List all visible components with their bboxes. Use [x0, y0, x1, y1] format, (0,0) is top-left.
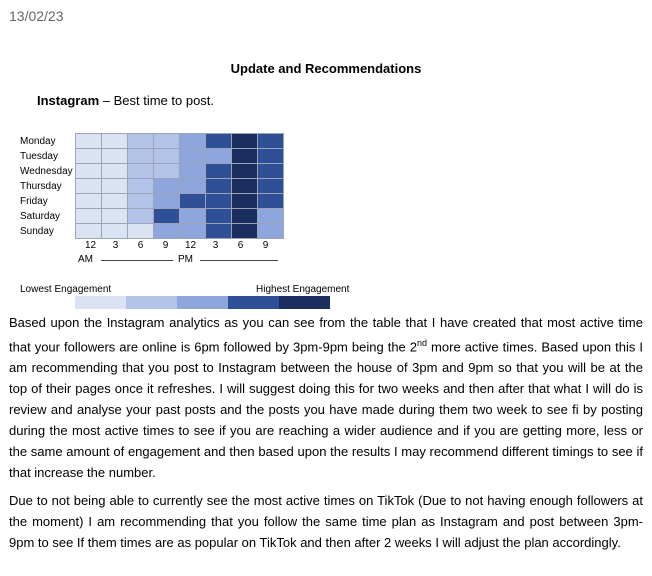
heatmap-cell — [206, 179, 232, 194]
heatmap-cell — [128, 194, 154, 209]
paragraph-tiktok: Due to not being able to currently see the most active times on TikTok (Due to not having enough followers at the moment) I am recommending that you follow the same time plan as Instagram and post between 3pm-9pm to see If them times are as popular on TikTok and then after 2 weeks I will adjust the plan accordingly. — [9, 493, 643, 550]
legend-swatch — [279, 296, 330, 309]
hour-tick-label: 9 — [162, 240, 169, 251]
hour-tick-label: 3 — [212, 240, 219, 251]
heatmap-cell — [128, 179, 154, 194]
heatmap-cell — [180, 164, 206, 179]
hour-labels — [78, 240, 278, 251]
heatmap-cell — [258, 134, 284, 149]
day-label-wednesday: Wednesday — [20, 166, 73, 177]
heatmap-cell — [258, 149, 284, 164]
hour-tick-label: 6 — [137, 240, 144, 251]
hour-tick-label: 3 — [112, 240, 119, 251]
subtitle-platform: Instagram — [37, 93, 100, 108]
heatmap-row-friday — [76, 194, 284, 209]
pm-divider-line — [200, 260, 278, 261]
heatmap-cell — [128, 209, 154, 224]
heatmap-cell — [102, 209, 128, 224]
heatmap-cell — [76, 194, 102, 209]
heatmap-cell — [206, 149, 232, 164]
heatmap-cell — [102, 164, 128, 179]
day-label-monday: Monday — [20, 136, 56, 147]
am-label: AM — [78, 254, 93, 265]
heatmap-cell — [154, 164, 180, 179]
heatmap-row-thursday — [76, 179, 284, 194]
day-label-thursday: Thursday — [20, 181, 62, 192]
heatmap-cell — [76, 179, 102, 194]
heatmap-cell — [76, 149, 102, 164]
legend-swatch — [75, 296, 126, 309]
heatmap-cell — [232, 224, 258, 239]
am-divider-line — [101, 260, 173, 261]
heatmap-cell — [154, 224, 180, 239]
heatmap-cell — [180, 149, 206, 164]
heatmap-cell — [76, 164, 102, 179]
heatmap-cell — [102, 134, 128, 149]
heatmap-cell — [206, 194, 232, 209]
heatmap-cell — [128, 164, 154, 179]
heatmap-cell — [206, 224, 232, 239]
heatmap-cell — [206, 164, 232, 179]
heatmap-cell — [154, 149, 180, 164]
subtitle-text: – Best time to post. — [99, 93, 215, 108]
heatmap-cell — [206, 134, 232, 149]
heatmap-cell — [154, 134, 180, 149]
hour-tick-label: 9 — [262, 240, 269, 251]
heatmap-cell — [180, 194, 206, 209]
paragraph-instagram: Based upon the Instagram analytics as you can see from the table that I have created that most active time that your followers are online is 6pm followed by 3pm-9pm being the 2nd more active times. Based upon this I am recommending that you post to Instagram between the house of 3pm and 9pm so that you will be at the top of their pages once it refreshes. I will suggest doing this for two weeks and then after that what I will do is review and analyse your past posts and the posts you have made during them two week to see fi by posting during the most active times to see if you are reaching a wider audience and if you are getting more, less or the same amount of engagement and then based upon the results I may recommend different timings to see if that increase the number. — [9, 315, 644, 481]
heatmap-cell — [128, 134, 154, 149]
legend-high-label: Highest Engagement — [256, 284, 350, 295]
day-label-sunday: Sunday — [20, 226, 54, 237]
heatmap-cell — [232, 209, 258, 224]
heatmap-cell — [154, 179, 180, 194]
legend-color-scale — [75, 296, 330, 309]
heatmap-cell — [180, 134, 206, 149]
heatmap-cell — [180, 179, 206, 194]
heatmap-cell — [154, 194, 180, 209]
heatmap-row-sunday — [76, 224, 284, 239]
heatmap-cell — [232, 179, 258, 194]
day-label-saturday: Saturday — [20, 211, 61, 222]
pm-label: PM — [178, 254, 193, 265]
heatmap-cell — [232, 134, 258, 149]
chart-subtitle — [37, 93, 214, 108]
heatmap-cell — [232, 194, 258, 209]
heatmap-cell — [258, 224, 284, 239]
heatmap-cell — [154, 209, 180, 224]
engagement-heatmap — [75, 133, 284, 239]
heatmap-cell — [102, 179, 128, 194]
day-label-tuesday: Tuesday — [20, 151, 58, 162]
heatmap-cell — [258, 179, 284, 194]
day-label-friday: Friday — [20, 196, 48, 207]
legend-low-label: Lowest Engagement — [20, 284, 112, 295]
hour-tick-label: 12 — [184, 240, 197, 251]
heatmap-cell — [258, 164, 284, 179]
hour-tick-label: 12 — [84, 240, 97, 251]
heatmap-cell — [258, 194, 284, 209]
legend-swatch — [177, 296, 228, 309]
hour-tick-label: 6 — [237, 240, 244, 251]
heatmap-row-tuesday — [76, 149, 284, 164]
heatmap-row-wednesday — [76, 164, 284, 179]
heatmap-cell — [102, 149, 128, 164]
heatmap-cell — [76, 134, 102, 149]
heatmap-cell — [76, 209, 102, 224]
heatmap-cell — [128, 149, 154, 164]
heatmap-row-monday — [76, 134, 284, 149]
heatmap-cell — [180, 209, 206, 224]
document-title: Update and Recommendations — [230, 61, 422, 76]
heatmap-cell — [76, 224, 102, 239]
heatmap-cell — [232, 164, 258, 179]
document-date: 13/02/23 — [9, 8, 64, 24]
heatmap-cell — [258, 209, 284, 224]
heatmap-cell — [180, 224, 206, 239]
heatmap-row-saturday — [76, 209, 284, 224]
heatmap-cell — [128, 224, 154, 239]
legend-swatch — [228, 296, 279, 309]
legend-swatch — [126, 296, 177, 309]
heatmap-cell — [102, 194, 128, 209]
heatmap-cell — [232, 149, 258, 164]
heatmap-cell — [102, 224, 128, 239]
heatmap-cell — [206, 209, 232, 224]
day-labels — [20, 134, 73, 239]
